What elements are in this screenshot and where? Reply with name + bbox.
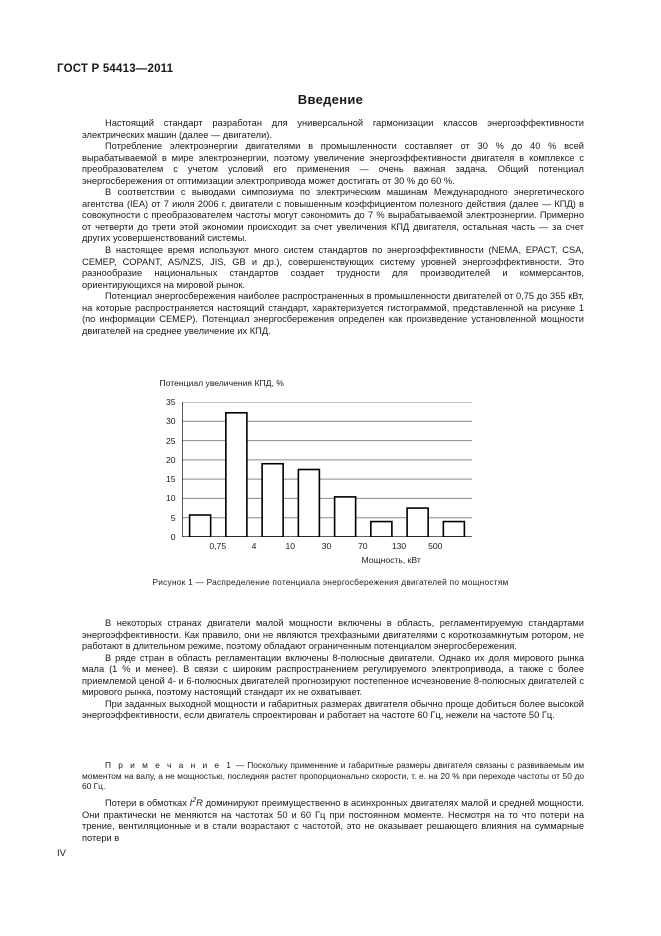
chart-y-tick-label: 15	[165, 474, 176, 485]
chart-axis-title: Потенциал увеличения КПД, %	[159, 378, 284, 388]
paragraph: В настоящее время используют много систем стандартов по энергоэффективности (NEMA, EPACT, CSA, CEMEP, COPANT, AS/NZS, JIS, GB и др.), совершенствующих систему уровней энергоэффективности. Это разнообразие национальных стандартов создает трудности для производителей и коммерсантов, ориентирующихся на мировой рынок.	[82, 245, 584, 290]
formula-r: R	[196, 798, 203, 808]
chart-x-tick-label: 30	[321, 541, 332, 551]
chart-plot-area	[182, 402, 472, 537]
losses-rest: доминируют преимущественно в асинхронных двигателях малой и средней мощности. Они практически не меняются на частотах 50 и 60 Гц при постоянном моменте. Несмотря на то что потери на трение, вентиляционные и в стали возрастают с частотой, это не оказывает решающего влияния на суммарные потери в	[82, 798, 584, 843]
figure-1	[0, 378, 661, 587]
chart-y-tick-label: 5	[170, 512, 176, 523]
paragraph: Настоящий стандарт разработан для универсальной гармонизации классов энергоэффективности электрических машин (далее — двигатели).	[82, 118, 584, 140]
chart-x-tick-label: 10	[285, 541, 296, 551]
paragraph: Потребление электроэнергии двигателями в промышленности составляет от 30 % до 40 % всей вырабатываемой в мире электроэнергии, поэтому увеличение энергоэффективности двигателя в комплексе с преобразователем с учетом условий его применения — очень важная задача. Общий потенциал энергосбережения от оптимизации электропривода может достигать от 30 % до 60 %.	[82, 141, 584, 186]
formula-exponent: 2	[192, 796, 197, 804]
note-label: П р и м е ч а н и е 1	[105, 760, 234, 770]
figure-caption: Рисунок 1 — Распределение потенциала энергосбережения двигателей по мощностям	[152, 577, 509, 587]
chart-y-tick-label: 10	[165, 493, 176, 504]
chart-x-tick-label: 500	[428, 541, 443, 551]
body-text-middle	[82, 618, 584, 722]
body-text-bottom	[82, 798, 584, 844]
page-title: Введение	[297, 92, 364, 107]
paragraph: При заданных выходной мощности и габаритных размерах двигателя обычно проще добиться более высокой энергоэффективности, если двигатель спроектирован и работает на частоте 60 Гц, нежели на частоте 50 Гц.	[82, 698, 584, 721]
chart-y-tick-label: 35	[165, 397, 176, 407]
body-text-top	[82, 118, 584, 337]
chart-y-tick-label: 25	[165, 435, 176, 446]
paragraph: В некоторых странах двигатели малой мощности включены в область, регламентируемую стандартами энергоэффективности. Как правило, они не являются трехфазными двигателями с короткозамкнутым ротором, не работают в длительном режиме, поэтому обладают ограниченным потенциалом энергосбережения.	[82, 618, 584, 652]
chart-x-tick-label: 4	[251, 541, 257, 551]
paragraph: В ряде стран в область регламентации включены 8-полюсные двигатели. Однако их доля мирового рынка мала (1 % и менее). В связи с широким распространением регулируемого электропривода, а также с более приемлемой ценой 4- и 6-полюсных двигателей прогнозируют постепенное исчезновение 8-полюсных двигателей с мирового рынка, поэтому настоящий стандарт их не охватывает.	[82, 652, 584, 698]
note-dash: —	[233, 760, 248, 770]
chart-svg	[182, 402, 472, 537]
note-paragraph	[82, 760, 584, 792]
page-number: IV	[57, 848, 66, 859]
paragraph: Потенциал энергосбережения наиболее распространенных в промышленности двигателей от 0,75 до 355 кВт, на которые распространяется настоящий стандарт, характеризуется гистограммой, представленной на рисунке 1 (по информации CEMEP). Потенциал энергосбережения определен как произведение установленной мощности двигателей на среднее увеличение их КПД.	[82, 291, 584, 336]
paragraph: В соответствии с выводами симпозиума по электрическим машинам Международного энергетического агентства (IEA) от 7 июля 2006 г. двигатели с повышенным коэффициентом полезного действия (далее — КПД) в совокупности с преобразователем частоты могут сэкономить до 7 % вырабатываемой электроэнергии. Примерно от четверти до трети этой экономии происходит за счет увеличения КПД двигателя, остальная часть — за счет других усовершенствований системы.	[82, 187, 584, 244]
chart-x-tick-label: 130	[391, 541, 407, 551]
histogram-chart	[152, 378, 522, 568]
chart-y-tick-label: 30	[165, 416, 176, 427]
chart-y-tick-label: 20	[165, 454, 176, 465]
chart-y-tick-label: 0	[170, 532, 176, 542]
paragraph-losses	[82, 798, 584, 844]
losses-prefix: Потери в обмотках	[105, 798, 190, 808]
formula-i: I	[189, 798, 193, 808]
chart-x-tick-label: 70	[357, 541, 368, 551]
chart-x-tick-label: 0,75	[209, 541, 227, 551]
note-text: Поскольку применение и габаритные размеры двигателя связаны с развиваемым им моментом на валу, а не мощностью, последняя растет пропорционально скорости, т. е. на 20 % при переходе частоты от 50 до 60 Гц.	[82, 760, 584, 792]
note-block	[82, 760, 584, 792]
standard-id-header: ГОСТ Р 54413—2011	[57, 63, 174, 75]
chart-x-axis-title: Мощность, кВт	[361, 555, 421, 565]
